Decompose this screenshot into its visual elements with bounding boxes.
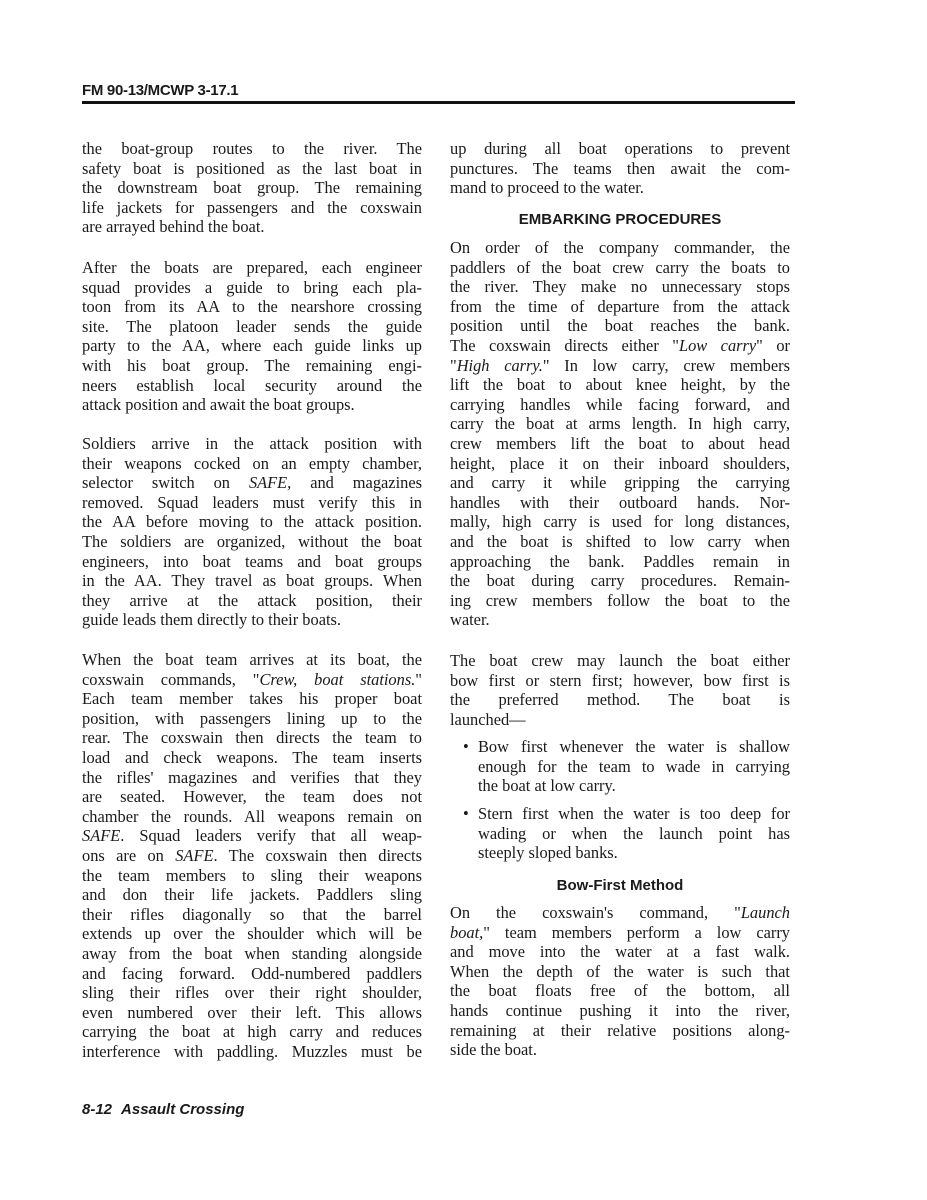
text-line: rear. The coxswain then directs the team to: [82, 728, 422, 748]
text-line: [450, 923, 790, 943]
text-line: party to the AA, where each guide links up: [82, 336, 422, 356]
text-line: approaching the bank. Paddles remain in: [450, 551, 790, 571]
paragraph: [82, 650, 422, 1061]
text-line: squad provides a guide to bring each pla-: [82, 277, 422, 297]
emphasis-text: SAFE,: [248, 473, 292, 493]
subheading: Bow-First Method: [556, 877, 684, 894]
text-line: The boat crew may launch the boat either: [450, 651, 790, 670]
text-segment: . The coxswain then directs: [213, 845, 422, 865]
paragraph: [450, 238, 790, 630]
text-line: are seated. However, the team does not: [82, 787, 422, 807]
text-line: [450, 336, 790, 356]
text-line: the downstream boat group. The remaining: [82, 178, 422, 198]
text-line: On order of the company commander, the: [450, 238, 790, 257]
bullet-icon: •: [463, 804, 469, 823]
text-segment: " team members perform a low carry: [483, 922, 790, 942]
text-line: and move into the water at a fast walk.: [450, 942, 790, 962]
text-line: carrying the boat at high carry and reduces: [82, 1022, 422, 1042]
text-line: crew members lift the boat to about head: [450, 433, 790, 453]
text-line: position until the boat reaches the bank.: [450, 316, 790, 336]
text-line: interference with paddling. Muzzles must be: [82, 1041, 422, 1061]
text-line: the river. They make no unnecessary stops: [450, 277, 790, 297]
text-line: handles with their outboard hands. Nor-: [450, 492, 790, 512]
section-title: Assault Crossing: [121, 1101, 245, 1118]
text-line: [450, 356, 790, 376]
text-line: hands continue pushing it into the river,: [450, 1000, 790, 1020]
text-line: bow first or stern first; however, bow first is: [450, 670, 790, 690]
text-line: away from the boat when standing alongside: [82, 943, 422, 963]
text-line: life jackets for passengers and the coxswain: [82, 197, 422, 217]
text-line: wading or when the launch point has: [478, 823, 790, 843]
emphasis-text: Low carry: [678, 335, 757, 355]
text-line: height, place it on their inboard shoulders,: [450, 453, 790, 473]
emphasis-text: SAFE: [175, 845, 214, 865]
paragraph: [450, 651, 790, 729]
text-line: even numbered over their left. This allows: [82, 1002, 422, 1022]
text-line: the team members to sling their weapons: [82, 865, 422, 885]
text-line: [82, 846, 422, 866]
text-line: [82, 826, 422, 846]
text-line: [450, 903, 790, 923]
text-line: attack position and await the boat groups.: [82, 395, 355, 415]
text-line: mand to proceed to the water.: [450, 178, 644, 198]
emphasis-text: High carry.: [456, 355, 543, 375]
page-number: 8-12: [82, 1101, 113, 1118]
bullet-icon: •: [463, 737, 469, 756]
page-footer: [82, 1101, 244, 1118]
text-line: engineers, into boat teams and boat groups: [82, 551, 422, 571]
text-segment: ": [415, 669, 422, 689]
text-line: the boat at low carry.: [478, 776, 616, 796]
text-line: The soldiers are organized, without the boat: [82, 531, 422, 551]
paragraph: [82, 139, 422, 237]
text-line: the preferred method. The boat is: [450, 690, 790, 710]
text-segment: ons are on: [82, 845, 176, 865]
text-line: punctures. The teams then await the com-: [450, 158, 790, 178]
text-line: and don their life jackets. Paddlers sling: [82, 885, 422, 905]
text-line: ing crew members follow the boat to the: [450, 590, 790, 610]
text-line: their weapons cocked on an empty chamber,: [82, 453, 422, 473]
paragraph: [82, 434, 422, 630]
text-line: their rifles diagonally so that the barrel: [82, 904, 422, 924]
section-heading: EMBARKING PROCEDURES: [518, 211, 722, 228]
text-line: steeply sloped banks.: [478, 843, 618, 863]
text-line: lift the boat to about knee height, by the: [450, 375, 790, 395]
text-line: safety boat is positioned as the last boat in: [82, 158, 422, 178]
bullet-text: [478, 804, 790, 863]
header-rule: [82, 101, 795, 104]
text-line: toon from its AA to the nearshore crossing: [82, 297, 422, 317]
text-line: load and check weapons. The team inserts: [82, 747, 422, 767]
bullet-text: [478, 737, 790, 796]
paragraph: [450, 139, 790, 198]
emphasis-text: Crew, boat stations.: [259, 669, 416, 689]
emphasis-text: Launch: [740, 903, 790, 922]
text-line: guide leads them directly to their boats.: [82, 610, 341, 630]
text-line: Bow first whenever the water is shallow: [478, 737, 790, 756]
text-line: the boat-group routes to the river. The: [82, 139, 422, 158]
bullet-item: [464, 804, 790, 863]
text-segment: coxswain commands, ": [82, 669, 260, 689]
text-line: removed. Squad leaders must verify this in: [82, 492, 422, 512]
text-line: carrying handles while facing forward, and: [450, 394, 790, 414]
text-line: they arrive at the attack position, their: [82, 590, 422, 610]
text-segment: and magazines: [291, 473, 422, 493]
text-segment: On the coxswain's command, ": [450, 903, 741, 922]
text-line: [82, 670, 422, 690]
text-line: side the boat.: [450, 1040, 537, 1060]
text-line: the boat floats free of the bottom, all: [450, 981, 790, 1001]
text-line: the boat during carry procedures. Remain-: [450, 571, 790, 591]
text-segment: " In low carry, crew members: [542, 355, 790, 375]
text-segment: selector switch on: [82, 473, 249, 493]
text-line: with his boat group. The remaining engi-: [82, 355, 422, 375]
text-line: and the boat is shifted to low carry when: [450, 531, 790, 551]
text-line: are arrayed behind the boat.: [82, 217, 265, 237]
text-line: launched—: [450, 709, 526, 729]
text-line: position, with passengers lining up to the: [82, 708, 422, 728]
text-line: Stern first when the water is too deep for: [478, 804, 790, 823]
text-line: the rifles' magazines and verifies that they: [82, 767, 422, 787]
text-line: enough for the team to wade in carrying: [478, 756, 790, 776]
text-line: Each team member takes his proper boat: [82, 689, 422, 709]
text-line: Soldiers arrive in the attack position with: [82, 434, 422, 453]
text-line: and facing forward. Odd-numbered paddlers: [82, 963, 422, 983]
text-line: When the depth of the water is such that: [450, 961, 790, 981]
text-line: [82, 473, 422, 493]
paragraph: [82, 258, 422, 415]
text-line: paddlers of the boat crew carry the boats to: [450, 257, 790, 277]
text-line: water.: [450, 610, 490, 630]
text-line: After the boats are prepared, each engineer: [82, 258, 422, 277]
text-line: chamber the rounds. All weapons remain on: [82, 806, 422, 826]
text-line: in the AA. They travel as boat groups. When: [82, 571, 422, 591]
bullet-item: [464, 737, 790, 796]
text-line: from the time of departure from the attack: [450, 296, 790, 316]
text-line: When the boat team arrives at its boat, the: [82, 650, 422, 669]
text-line: carry the boat at arms length. In high carry,: [450, 414, 790, 434]
text-line: extends up over the shoulder which will be: [82, 924, 422, 944]
paragraph: [450, 903, 790, 1060]
text-segment: " or: [756, 335, 790, 355]
running-header: FM 90-13/MCWP 3-17.1: [82, 82, 239, 99]
text-segment: . Squad leaders verify that all weap-: [120, 826, 422, 846]
text-segment: The coxswain directs either ": [450, 335, 679, 355]
emphasis-text: boat,: [450, 922, 484, 942]
text-line: up during all boat operations to prevent: [450, 139, 790, 158]
text-line: remaining at their relative positions along-: [450, 1020, 790, 1040]
text-line: site. The platoon leader sends the guide: [82, 316, 422, 336]
text-line: mally, high carry is used for long distances,: [450, 512, 790, 532]
emphasis-text: SAFE: [82, 826, 121, 846]
text-line: and carry it while gripping the carrying: [450, 473, 790, 493]
text-segment: ": [450, 355, 457, 375]
text-line: sling their rifles over their right shoulder,: [82, 983, 422, 1003]
text-line: the AA before moving to the attack position.: [82, 512, 422, 532]
text-line: neers establish local security around the: [82, 375, 422, 395]
